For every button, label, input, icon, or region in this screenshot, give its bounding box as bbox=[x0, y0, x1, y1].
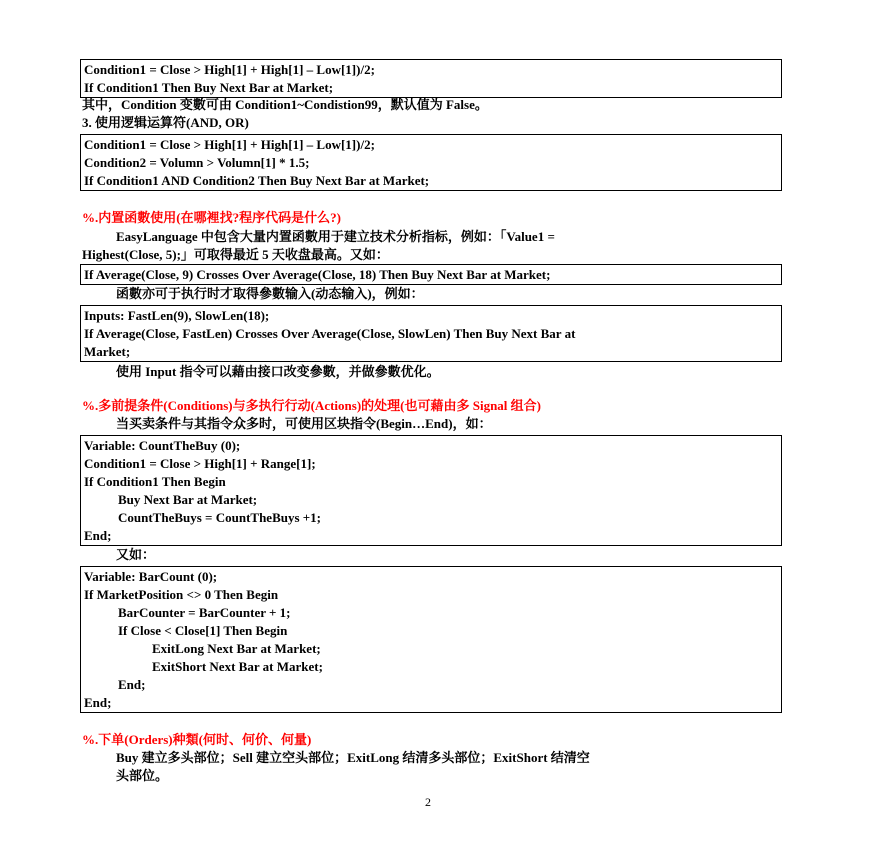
page-number: 2 bbox=[425, 795, 431, 809]
code-line: Market; bbox=[84, 344, 131, 359]
code-line: If Condition1 Then Begin bbox=[84, 474, 226, 489]
code-line: Variable: BarCount (0); bbox=[84, 569, 218, 584]
code-box-countthebuy bbox=[80, 435, 782, 546]
code-line: Inputs: FastLen(9), SlowLen(18); bbox=[84, 308, 270, 323]
code-line: If Condition1 Then Buy Next Bar at Market; bbox=[84, 80, 334, 95]
code-line: End; bbox=[84, 528, 112, 543]
section-heading: %.多前提条件(Conditions)与多执行行动(Actions)的处理(也可藉由多 Signal 组合) bbox=[82, 398, 541, 413]
paragraph: 头部位。 bbox=[116, 768, 169, 783]
code-line: Condition1 = Close > High[1] + Range[1]; bbox=[84, 456, 316, 471]
code-line: If Close < Close[1] Then Begin bbox=[118, 623, 288, 638]
list-item: 3. 使用逻辑运算符(AND, OR) bbox=[82, 115, 249, 130]
code-box-barcount bbox=[80, 566, 782, 713]
code-line: ExitShort Next Bar at Market; bbox=[152, 659, 323, 674]
paragraph: 函數亦可于执行时才取得參數输入(动态输入)，例如： bbox=[116, 286, 424, 301]
section-heading: %.内置函數使用(在哪裡找?程序代码是什么?) bbox=[82, 210, 341, 225]
code-box-and-or bbox=[80, 134, 782, 191]
code-line: Buy Next Bar at Market; bbox=[118, 492, 258, 507]
code-line: CountTheBuys = CountTheBuys +1; bbox=[118, 510, 322, 525]
code-line: End; bbox=[84, 695, 112, 710]
code-line: Condition1 = Close > High[1] + High[1] – Low[1])/2; bbox=[84, 62, 375, 77]
code-box-inputs bbox=[80, 305, 782, 362]
code-line: BarCounter = BarCounter + 1; bbox=[118, 605, 291, 620]
code-box-average bbox=[80, 264, 782, 285]
code-box-condition1 bbox=[80, 59, 782, 98]
paragraph: 其中，Condition 变數可由 Condition1~Condistion99，默认值为 False。 bbox=[82, 97, 488, 112]
code-line: End; bbox=[118, 677, 146, 692]
paragraph: Highest(Close, 5);」可取得最近 5 天收盘最高。又如： bbox=[82, 247, 389, 262]
code-line: If Average(Close, 9) Crosses Over Average(Close, 18) Then Buy Next Bar at Market; bbox=[84, 267, 551, 282]
paragraph: 使用 Input 指令可以藉由接口改变參數，并做參數优化。 bbox=[116, 364, 440, 379]
code-line: If MarketPosition <> 0 Then Begin bbox=[84, 587, 279, 602]
paragraph: EasyLanguage 中包含大量内置函數用于建立技术分析指标，例如：「Value1 = bbox=[116, 229, 555, 244]
paragraph: Buy 建立多头部位；Sell 建立空头部位；ExitLong 结清多头部位；ExitShort 结清空 bbox=[116, 750, 590, 765]
code-line: Condition2 = Volumn > Volumn[1] * 1.5; bbox=[84, 155, 310, 170]
code-line: Variable: CountTheBuy (0); bbox=[84, 438, 241, 453]
code-line: Condition1 = Close > High[1] + High[1] – Low[1])/2; bbox=[84, 137, 375, 152]
code-line: If Average(Close, FastLen) Crosses Over Average(Close, SlowLen) Then Buy Next Bar at bbox=[84, 326, 576, 341]
paragraph: 又如： bbox=[116, 547, 156, 562]
code-line: If Condition1 AND Condition2 Then Buy Next Bar at Market; bbox=[84, 173, 430, 188]
paragraph: 当买卖条件与其指令众多时，可使用区块指令(Begin…End)，如： bbox=[116, 416, 492, 431]
section-heading: %.下单(Orders)种類(何时、何价、何量) bbox=[82, 732, 312, 747]
code-line: ExitLong Next Bar at Market; bbox=[152, 641, 321, 656]
